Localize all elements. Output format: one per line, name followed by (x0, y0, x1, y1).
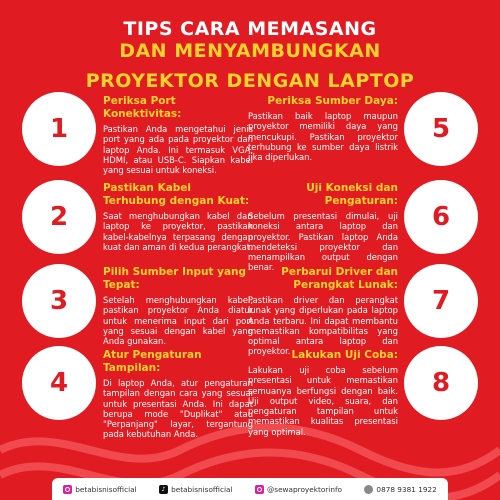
footer-phone-number: 0878 9381 1922 (376, 484, 437, 494)
step-8 (248, 349, 398, 437)
step-8-number-circle: 8 (404, 346, 478, 420)
title-line-1: TIPS CARA MEMASANG (123, 18, 377, 40)
step-5-text: Pastikan baik laptop maupun proyektor memiliki daya yang mencukupi. Pastikan proyektor terhubung ke sumber daya listrik jika diperlukan. (248, 111, 398, 163)
step-6-text: Sebelum presentasi dimulai, uji koneksi antara laptop dan proyektor. Pastikan laptop Anda mendeteksi proyektor dan menampilkan output dengan benar. (248, 211, 398, 273)
step-2-text: Saat menghubungkan kabel dari laptop ke proyektor, pastikan kabel-kabelnya terpasang dengan kuat dan aman di kedua perangkat. (103, 211, 253, 252)
step-3-number-circle: 3 (22, 264, 96, 338)
title-line-3: PROYEKTOR DENGAN LAPTOP (85, 70, 415, 92)
step-5-number-circle: 5 (404, 92, 478, 166)
step-6-number-circle: 6 (404, 180, 478, 254)
phone-icon (364, 485, 373, 494)
step-4 (103, 349, 253, 440)
step-7-number-circle: 7 (404, 264, 478, 338)
footer-tiktok[interactable] (159, 485, 232, 494)
step-4-text: Di laptop Anda, atur pengaturan tampilan dengan cara yang sesuai untuk presentasi Anda. Ini dapat berupa mode "Duplikat" atau "Perpanjang" layar, tergantung pada kebutuhan Anda. (103, 378, 253, 440)
step-8-text: Lakukan uji coba sebelum presentasi untuk memastikan semuanya berfungsi dengan baik. Uji output video, suara, dan pengaturan tampilan untuk memastikan kualitas presentasi yang optimal. (248, 365, 398, 437)
step-3-title: Pilih Sumber Input yang Tepat: (103, 266, 247, 291)
step-3-text: Setelah menghubungkan kabel, pastikan proyektor Anda diatur untuk menerima input dari port yang sesuai dengan kabel yang Anda gunakan. (103, 295, 253, 347)
step-5 (248, 95, 398, 162)
step-1-number-circle: 1 (22, 92, 96, 166)
tiktok-icon: ♪ (159, 485, 168, 494)
footer-instagram2-handle: @sewaproyektorinfo (266, 484, 342, 494)
footer-tiktok-handle: betabisnisofficial (171, 484, 233, 494)
step-8-title: Lakukan Uji Coba: (291, 349, 398, 361)
step-6 (248, 182, 398, 273)
step-2 (103, 182, 253, 252)
footer-instagram-2[interactable] (255, 485, 342, 494)
step-1-text: Pastikan Anda mengetahui jenis port yang ada pada proyektor dan laptop Anda. Ini termasuk VGA, HDMI, atau USB-C. Siapkan kabel yang sesuai untuk koneksi. (103, 124, 253, 176)
step-5-title: Periksa Sumber Daya: (267, 95, 398, 107)
step-7-title: Perbarui Driver dan Perangkat Lunak: (281, 266, 398, 291)
step-2-number-circle: 2 (22, 180, 96, 254)
step-3 (103, 266, 253, 346)
step-2-title: Pastikan Kabel Terhubung dengan Kuat: (103, 182, 250, 207)
step-1 (103, 95, 253, 175)
footer-phone[interactable] (364, 485, 436, 494)
instagram-icon (63, 485, 72, 494)
title-line-2: DAN MENYAMBUNGKAN (119, 40, 381, 62)
step-6-title: Uji Koneksi dan Pengaturan: (306, 182, 398, 207)
step-7-text: Pastikan driver dan perangkat lunak yang diperlukan pada laptop Anda terbaru. Ini dapat membantu memastikan kompatibilitas yang optimal antara laptop dan proyektor. (248, 295, 398, 357)
step-7 (248, 266, 398, 357)
step-4-title: Atur Pengaturan Tampilan: (103, 349, 202, 374)
footer-instagram-handle: betabisnisofficial (75, 484, 137, 494)
footer-instagram[interactable] (63, 485, 136, 494)
instagram-icon (255, 485, 264, 494)
footer-contact-bar (52, 478, 448, 500)
step-1-title: Periksa Port Konektivitas: (103, 95, 182, 120)
step-4-number-circle: 4 (22, 346, 96, 420)
